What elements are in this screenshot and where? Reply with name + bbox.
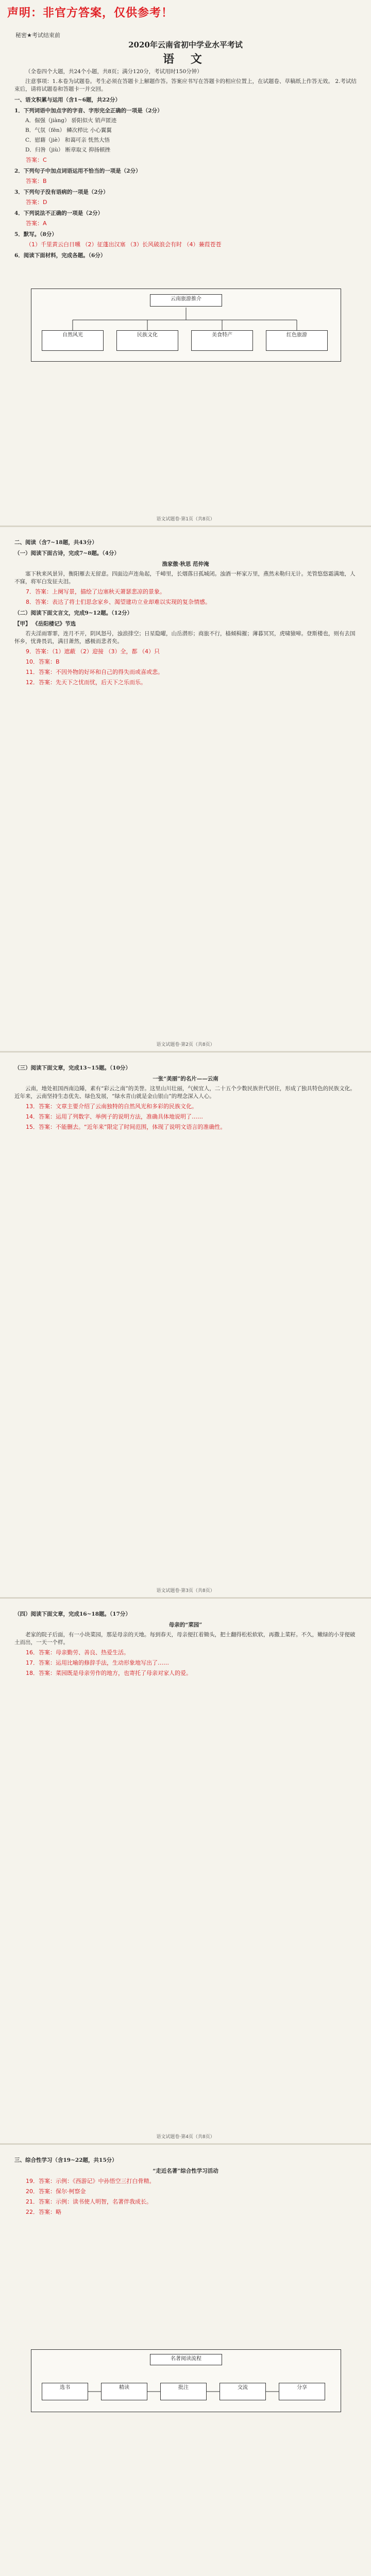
q9-answer: 9．答案：（1）遮蔽 （2）迎接 （3）全，都 （4）只 xyxy=(26,648,160,655)
diagram-connectors xyxy=(31,289,341,361)
q15-answer: 15．答案：不能删去。“近年来”限定了时间范围，体现了说明文语言的准确性。 xyxy=(26,1124,226,1130)
part1-title: 一、语文积累与运用（含1~6题，共22分） xyxy=(14,97,121,103)
page-3-content xyxy=(14,1061,357,1133)
diagram-box-4: 红色旅游 xyxy=(266,330,328,351)
page-2-footer: 语文试题卷·第2页（共8页） xyxy=(156,1042,215,1047)
flow-step-2: 精读 xyxy=(101,2383,147,2400)
question-3: 3．下列句子没有语病的一项是（2分） xyxy=(14,189,109,195)
question-6: 6．阅读下面材料，完成各题。（6分） xyxy=(14,252,106,259)
q1-option-a: A．倔强（jiàng） 骄阳似火 销声匿迹 xyxy=(25,117,117,124)
part3-title: 三、综合性学习（含19~22题，共15分） xyxy=(14,2157,117,2163)
subject-title: 语 文 xyxy=(163,53,208,66)
q3-answer: 答案：D xyxy=(26,199,47,206)
page-separator xyxy=(0,2143,371,2145)
reading4-title: （四）阅读下面文章，完成16~18题。（17分） xyxy=(14,1611,131,1617)
page-1-footer: 语文试题卷·第1页（共8页） xyxy=(156,517,215,522)
tourism-diagram xyxy=(31,289,341,362)
q10-answer: 10．答案：B xyxy=(26,658,60,665)
flow-step-5: 分享 xyxy=(279,2383,325,2400)
q12-answer: 12．答案：先天下之忧而忧，后天下之乐而乐。 xyxy=(26,679,146,686)
flow-arrows xyxy=(31,2350,341,2412)
reading4-article-title: 母亲的“菜园” xyxy=(168,1622,203,1628)
part3-theme: “走近名著”综合性学习活动 xyxy=(153,2168,218,2174)
diagram-box-1: 自然风光 xyxy=(42,330,104,351)
q8-answer: 8．答案：表达了将士们思念家乡、渴望建功立业却难以实现的复杂情感。 xyxy=(26,599,211,605)
flow-step-3: 批注 xyxy=(160,2383,207,2400)
question-4: 4．下列说法不正确的一项是（2分） xyxy=(14,210,104,216)
q16-answer: 16．答案：母亲勤劳、善良、热爱生活。 xyxy=(26,1649,129,1656)
page-4-content xyxy=(14,1607,357,1680)
q11-answer: 11．答案：不因外物的好坏和自己的得失而或喜或悲。 xyxy=(26,669,163,675)
q20-answer: 20．答案：保尔·柯察金 xyxy=(26,2188,86,2195)
q1-option-b: B．气氛（fēn） 鳞次栉比 小心翼翼 xyxy=(25,127,112,133)
part2-title: 二、阅读（含7~18题，共43分） xyxy=(14,539,97,546)
q17-answer: 17．答案：运用比喻的修辞手法，生动形象地写出了…… xyxy=(26,1659,169,1666)
page-5-content xyxy=(14,2154,357,2218)
q19-answer: 19．答案：示例：《西游记》中孙悟空三打白骨精。 xyxy=(26,2178,155,2184)
question-2: 2．下列句子中加点词语运用不恰当的一项是（2分） xyxy=(14,168,141,174)
page-4-footer: 语文试题卷·第4页（共8页） xyxy=(156,2134,215,2140)
reading1-title: （一）阅读下面古诗，完成7~8题。（4分） xyxy=(14,550,120,556)
diagram-box-2: 民族文化 xyxy=(116,330,178,351)
secret-mark: 秘密★考试结束前 xyxy=(15,32,60,39)
reading3-article-title: 一张“美丽”的名片——云南 xyxy=(153,1076,218,1082)
q7-answer: 7．答案：上阕写景，描绘了边塞秋天萧瑟悲凉的景象。 xyxy=(26,588,165,595)
flow-step-1: 选书 xyxy=(42,2383,88,2400)
q14-answer: 14．答案：运用了列数字、举例子的说明方法，准确具体地说明了…… xyxy=(26,1113,203,1120)
q21-answer: 21．答案：示例：读书使人明智，名著伴我成长。 xyxy=(26,2198,152,2205)
exam-title: 2020年云南省初中学业水平考试 xyxy=(128,40,243,49)
notice: 注意事项：1.本卷为试题卷。考生必须在答题卡上解题作答。答案应书写在答题卡的相应位置上，在试题卷、草稿纸上作答无效。 2.考试结束后，请将试题卷和答题卡一并交回。 xyxy=(14,78,357,92)
q2-answer: 答案：B xyxy=(26,178,47,184)
flow-step-4: 交流 xyxy=(220,2383,266,2400)
q1-option-c: C．慰藉（jiè） 和蔼可亲 恍然大悟 xyxy=(25,137,110,143)
page-3-footer: 语文试题卷·第3页（共8页） xyxy=(156,1588,215,1594)
reading-flow-diagram xyxy=(31,2349,341,2412)
reading3-text: 云南，地处祖国西南边陲，素有“彩云之南”的美誉。这里山川壮丽，气候宜人，二十五个少数民族世代居住，形成了独具特色的民族文化。近年来，云南坚持生态优先、绿色发展，“绿水青山就是金山银山”的理念深入人心。 xyxy=(14,1086,356,1099)
question-1: 1．下列词语中加点字的字音、字形完全正确的一项是（2分） xyxy=(14,108,163,114)
reading1-poem-text: 塞下秋来风景异，衡阳雁去无留意。四面边声连角起，千嶂里，长烟落日孤城闭。浊酒一杯家万里，燕然未勒归无计。羌管悠悠霜满地，人不寐，将军白发征夫泪。 xyxy=(14,571,356,585)
q1-option-d: D．归咎（jiù） 断章取义 抑扬顿挫 xyxy=(25,147,110,153)
diagram-box-3: 美食特产 xyxy=(191,330,253,351)
instructions: （全卷四个大题，共24个小题，共8页；满分120分，考试用时150分钟） xyxy=(25,69,203,75)
question-5: 5．默写。（8分） xyxy=(14,231,57,238)
q4-answer: 答案：A xyxy=(26,220,47,227)
q22-answer: 22．答案：略 xyxy=(26,2209,61,2215)
flow-title-box: 名著阅读流程 xyxy=(150,2354,222,2365)
page-1-content xyxy=(14,68,357,262)
reading2-title: （二）阅读下面文言文，完成9~12题。（12分） xyxy=(14,610,133,616)
page-separator xyxy=(0,1051,371,1053)
page-2-content xyxy=(14,536,357,689)
q5-answer: （1）千里黄云白日曛 （2）征蓬出汉塞 （3）长风破浪会有时 （4）蒹葭苍苍 xyxy=(26,241,222,248)
page-separator xyxy=(0,1597,371,1599)
reading2-text: 若夫淫雨霏霏，连月不开，阴风怒号，浊浪排空；日星隐曜，山岳潜形；商旅不行，樯倾楫摧；薄暮冥冥，虎啸猿啼。登斯楼也，则有去国怀乡，忧谗畏讥，满目萧然，感极而悲者矣。 xyxy=(14,631,356,645)
reading4-text: 老家的院子后面，有一小块菜园，那是母亲的天地。每到春天，母亲便扛着锄头，把土翻得松松软软，再撒上菜籽。不久，嫩绿的小芽便破土而出，一天一个样。 xyxy=(14,1632,356,1646)
reading1-poem-title: 渔家傲·秋思 范仲淹 xyxy=(162,561,209,567)
q18-answer: 18．答案：菜园既是母亲劳作的地方，也寄托了母亲对家人的爱。 xyxy=(26,1670,192,1676)
reading3-title: （三）阅读下面文章，完成13~15题。（10分） xyxy=(14,1065,131,1071)
disclaimer-banner: 声明：非官方答案，仅供参考！ xyxy=(7,7,174,20)
q1-answer: 答案：C xyxy=(26,157,47,163)
diagram-title-box: 云南旅游推介 xyxy=(150,294,222,307)
reading2-source: 【甲】 《岳阳楼记》节选 xyxy=(14,621,76,627)
page-separator xyxy=(0,526,371,527)
q13-answer: 13．答案：文章主要介绍了云南独特的自然风光和多彩的民族文化。 xyxy=(26,1103,197,1110)
